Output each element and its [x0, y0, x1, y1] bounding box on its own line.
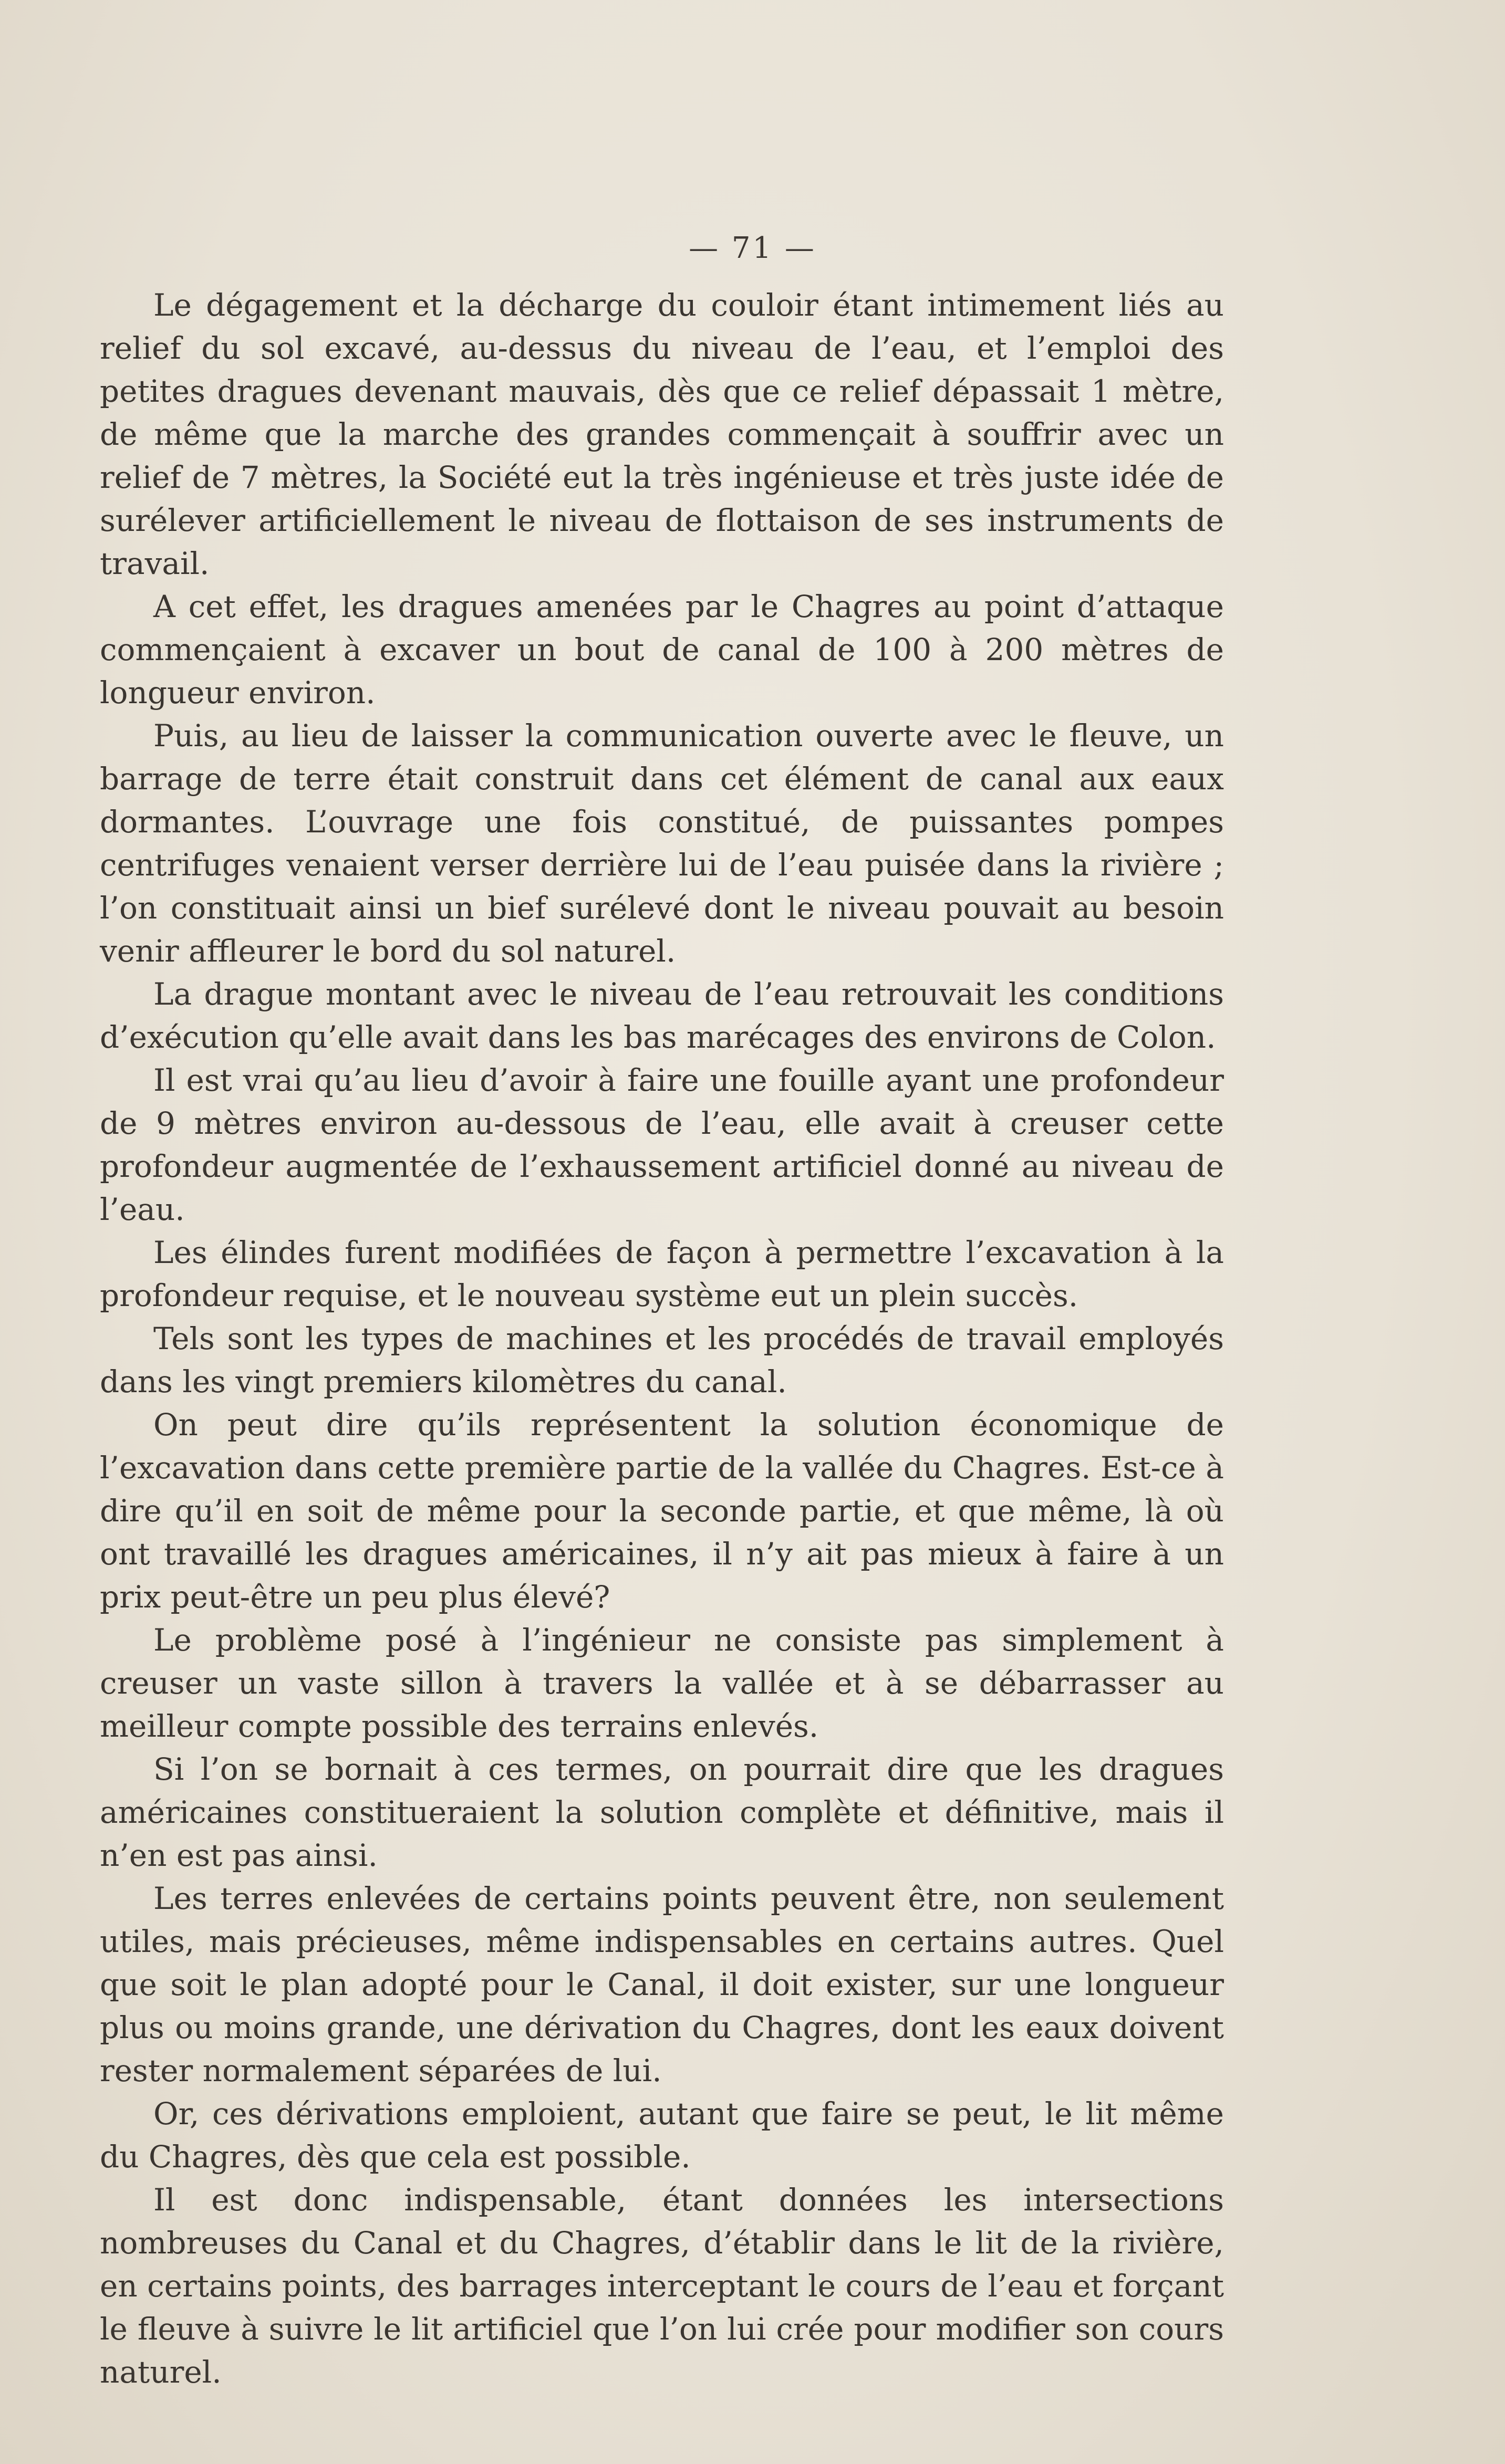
paragraph: Tels sont les types de machines et les procédés de travail employés dans les vingt premiers kilomètres du canal. — [100, 1321, 1224, 1400]
paragraph: Les terres enlevées de certains points peuvent être, non seulement utiles, mais précieuses, même indispensables en certains autres. Quel que soit le plan adopté pour le Canal, il doit exister, sur une longueur plus ou moins grande, une dérivation du Chagres, dont les eaux doivent rester normalement séparées de lui. — [100, 1881, 1224, 2089]
paragraph: Le problème posé à l’ingénieur ne consiste pas simplement à creuser un vaste sillon à travers la vallée et à se débarrasser au meilleur compte possible des terrains enlevés. — [100, 1622, 1224, 1744]
paragraph: Les élindes furent modifiées de façon à permettre l’excavation à la profondeur requise, et le nouveau système eut un plein succès. — [100, 1235, 1224, 1313]
paragraph: On peut dire qu’ils représentent la solution économique de l’excavation dans cette première partie de la vallée du Chagres. Est-ce à dire qu’il en soit de même pour la seconde partie, et que même, là où ont travaillé les dragues américaines, il n’y ait pas mieux à faire à un prix peut-être un peu plus élevé? — [100, 1407, 1224, 1615]
paragraph: Il est donc indispensable, étant données les intersections nombreuses du Canal et du Chagres, d’établir dans le lit de la rivière, en certains points, des barrages interceptant le cours de l’eau et forçant le fleuve à suivre le lit artificiel que l’on lui crée pour modifier son cours naturel. — [100, 2182, 1224, 2390]
body-text — [100, 284, 1224, 2394]
page-number: — 71 — — [689, 231, 816, 265]
paragraph: Or, ces dérivations emploient, autant que faire se peut, le lit même du Chagres, dès que cela est possible. — [100, 2096, 1224, 2175]
paragraph: Le dégagement et la décharge du couloir étant intimement liés au relief du sol excavé, au-dessus du niveau de l’eau, et l’emploi des petites dragues devenant mauvais, dès que ce relief dépassait 1 mètre, de même que la marche des grandes commençait à souffrir avec un relief de 7 mètres, la Société eut la très ingénieuse et très juste idée de surélever artificiellement le niveau de flottaison de ses instruments de travail. — [100, 287, 1224, 581]
paragraph: Si l’on se bornait à ces termes, on pourrait dire que les dragues américaines constitueraient la solution complète et définitive, mais il n’en est pas ainsi. — [100, 1751, 1224, 1873]
paragraph: Puis, au lieu de laisser la communication ouverte avec le fleuve, un barrage de terre était construit dans cet élément de canal aux eaux dormantes. L’ouvrage une fois constitué, de puissantes pompes centrifuges venaient verser derrière lui de l’eau puisée dans la rivière ; l’on constituait ainsi un bief surélevé dont le niveau pouvait au besoin venir affleurer le bord du sol naturel. — [100, 718, 1224, 969]
paragraph: A cet effet, les dragues amenées par le Chagres au point d’attaque commençaient à excaver un bout de canal de 100 à 200 mètres de longueur environ. — [100, 589, 1224, 711]
paragraph: La drague montant avec le niveau de l’eau retrouvait les conditions d’exécution qu’elle avait dans les bas marécages des environs de Colon. — [100, 976, 1224, 1055]
paragraph: Il est vrai qu’au lieu d’avoir à faire une fouille ayant une profondeur de 9 mètres environ au-dessous de l’eau, elle avait à creuser cette profondeur augmentée de l’exhaussement artificiel donné au niveau de l’eau. — [100, 1062, 1224, 1227]
